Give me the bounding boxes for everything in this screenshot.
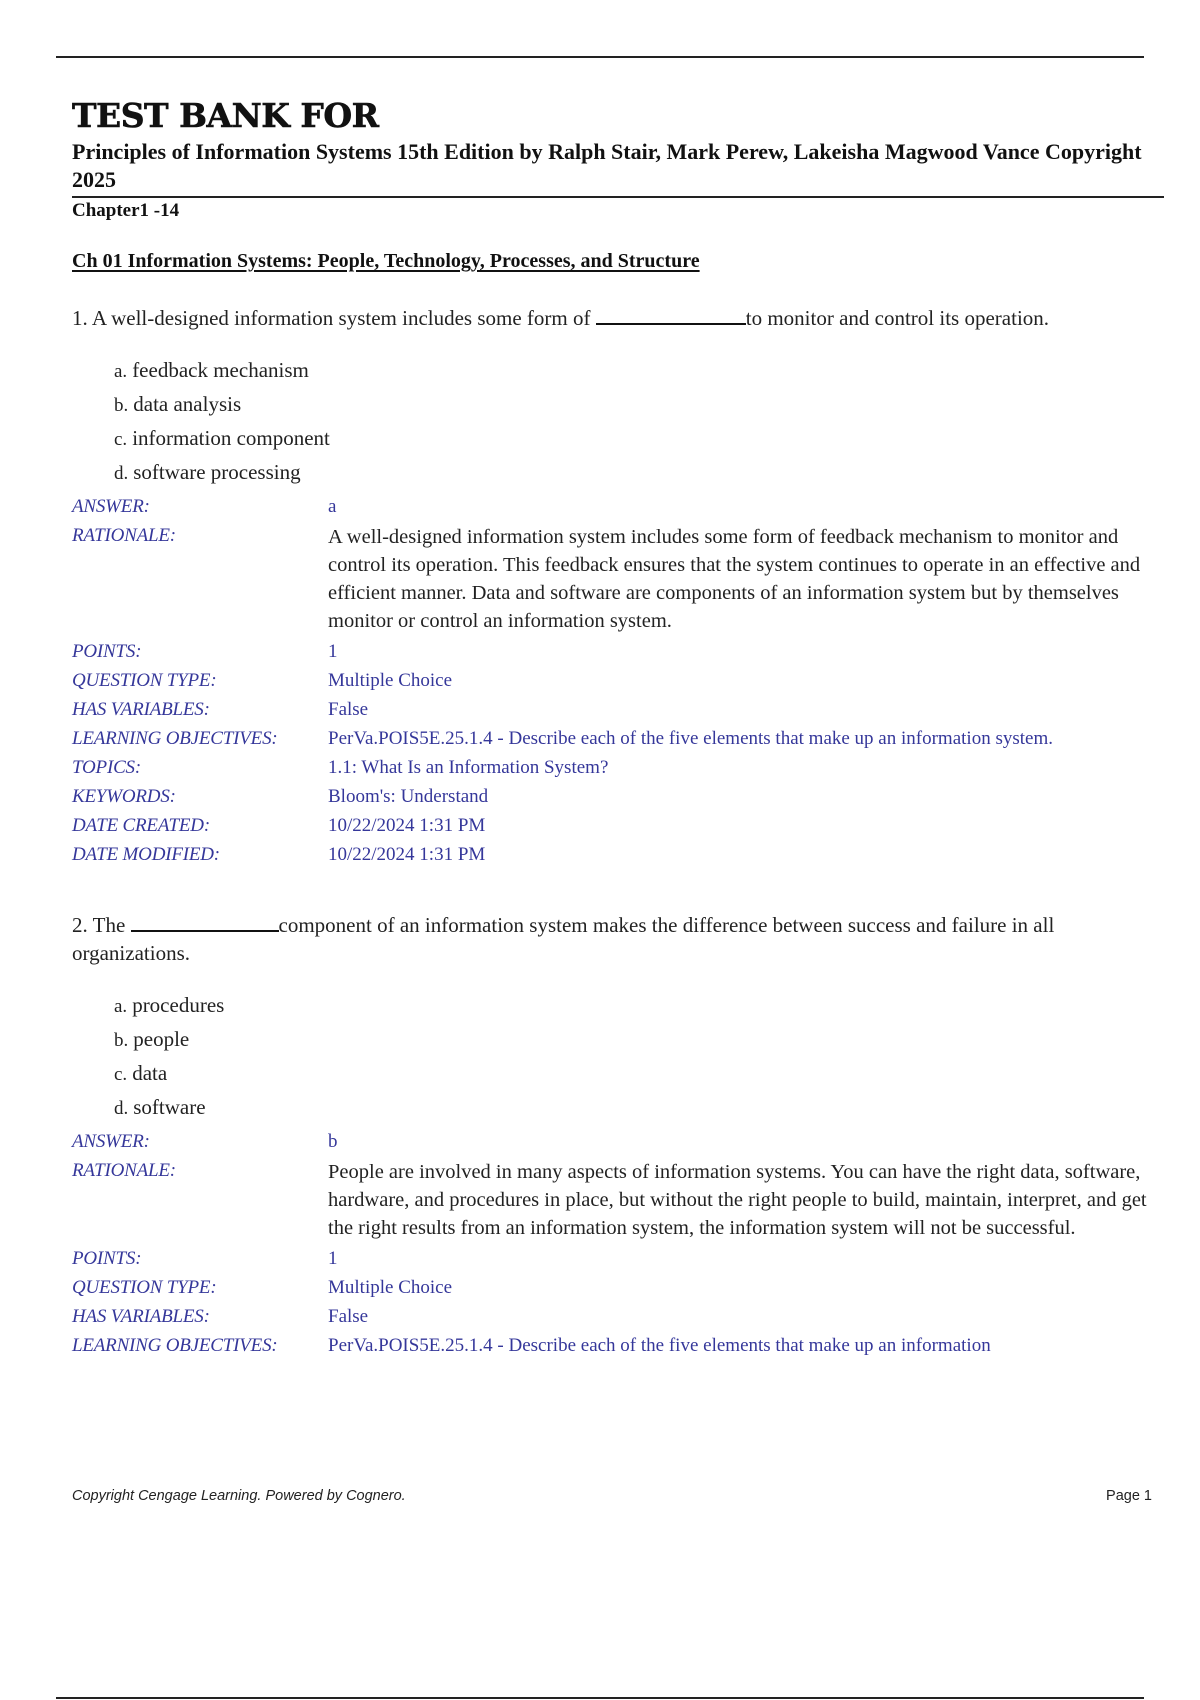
question-type-label: QUESTION TYPE: (72, 1277, 217, 1298)
question-stem (72, 911, 1152, 967)
keywords-row (72, 782, 1152, 811)
points-label: POINTS: (72, 641, 142, 662)
learning-objectives-value: PerVa.POIS5E.25.1.4 - Describe each of the five elements that make up an information system. (328, 728, 1053, 749)
date-created-row (72, 811, 1152, 840)
choice-text: data analysis (133, 392, 242, 416)
book-subtitle: Principles of Information Systems 15th Edition by Ralph Stair, Mark Perew, Lakeisha Magwood Vance Copyright 2025 (72, 139, 1142, 192)
question-type-row (72, 1273, 1152, 1302)
choice-text: data (132, 1061, 168, 1085)
question-type-value: Multiple Choice (328, 1277, 453, 1298)
has-variables-label: HAS VARIABLES: (72, 699, 210, 720)
has-variables-label: HAS VARIABLES: (72, 1306, 210, 1327)
learning-objectives-label: LEARNING OBJECTIVES: (72, 728, 278, 749)
stem-text-before: 1. A well-designed information system includes some form of (72, 306, 596, 330)
answer-label: ANSWER: (72, 1131, 150, 1152)
points-label: POINTS: (72, 1248, 142, 1269)
choice-letter: d. (114, 463, 129, 484)
bottom-rule (56, 1697, 1144, 1699)
answer-label: ANSWER: (72, 496, 150, 517)
date-modified-value: 10/22/2024 1:31 PM (328, 844, 486, 865)
has-variables-value: False (328, 699, 369, 720)
question-type-row (72, 666, 1152, 695)
has-variables-value: False (328, 1306, 369, 1327)
stem-text-before: 2. The (72, 913, 131, 937)
rationale-row (72, 521, 1152, 637)
keywords-label: KEYWORDS: (72, 786, 176, 807)
date-modified-row (72, 840, 1152, 869)
choice-letter: b. (114, 1030, 129, 1051)
learning-objectives-row (72, 1331, 1152, 1360)
choice-letter: a. (114, 361, 128, 382)
document-page (72, 96, 1152, 1360)
learning-objectives-value: PerVa.POIS5E.25.1.4 - Describe each of the five elements that make up an information (328, 1335, 991, 1356)
choice-a (114, 989, 1152, 1023)
chapter-heading: Ch 01 Information Systems: People, Technology, Processes, and Structure (72, 250, 700, 272)
keywords-value: Bloom's: Understand (328, 786, 489, 807)
choice-b (114, 1023, 1152, 1057)
choice-text: feedback mechanism (132, 358, 309, 382)
choice-letter: a. (114, 996, 128, 1017)
choice-d (114, 1091, 1152, 1125)
choice-letter: c. (114, 429, 128, 450)
choice-text: software (133, 1095, 206, 1119)
rationale-label: RATIONALE: (72, 525, 176, 546)
learning-objectives-row (72, 724, 1152, 753)
has-variables-row (72, 695, 1152, 724)
stem-text-after: component of an information system makes the difference between success and failure in all organizations. (72, 913, 1055, 965)
learning-objectives-label: LEARNING OBJECTIVES: (72, 1335, 278, 1356)
choice-c (114, 422, 1152, 456)
chapter-range: Chapter1 -14 (72, 200, 180, 221)
rationale-row (72, 1156, 1152, 1244)
choice-letter: c. (114, 1064, 128, 1085)
question-stem (72, 304, 1152, 332)
choice-text: people (133, 1027, 190, 1051)
topics-row (72, 753, 1152, 782)
answer-value: b (328, 1131, 338, 1152)
answer-value: a (328, 496, 337, 517)
choice-b (114, 388, 1152, 422)
points-row (72, 637, 1152, 666)
stem-text-after: to monitor and control its operation. (745, 306, 1050, 330)
rationale-label: RATIONALE: (72, 1160, 176, 1181)
choice-list (114, 354, 1152, 490)
question-metadata (72, 1127, 1152, 1360)
choice-letter: d. (114, 1098, 129, 1119)
top-rule (56, 56, 1144, 58)
date-created-label: DATE CREATED: (72, 815, 210, 836)
question-metadata (72, 492, 1152, 869)
page-number: Page 1 (1106, 1488, 1152, 1504)
question-type-label: QUESTION TYPE: (72, 670, 217, 691)
choice-list (114, 989, 1152, 1125)
date-modified-label: DATE MODIFIED: (72, 844, 220, 865)
rationale-value: A well-designed information system includes some form of feedback mechanism to monitor and control its operation. This feedback ensures that the system continues to operate in an effective and efficient manner. Data and software are components of an information system but by themselves monitor or control an information system. (328, 526, 1141, 632)
choice-d (114, 456, 1152, 490)
choice-text: software processing (133, 460, 301, 484)
topics-label: TOPICS: (72, 757, 141, 778)
choice-text: procedures (132, 993, 225, 1017)
choice-a (114, 354, 1152, 388)
date-created-value: 10/22/2024 1:31 PM (328, 815, 486, 836)
question-1 (72, 304, 1152, 869)
rationale-value: People are involved in many aspects of information systems. You can have the right data, software, hardware, and procedures in place, but without the right people to build, maintain, interpret, and get the right results from an information system, the information system will not be successful. (328, 1161, 1147, 1239)
fill-in-blank (596, 305, 746, 325)
footer-copyright: Copyright Cengage Learning. Powered by Cognero. (72, 1488, 406, 1504)
points-row (72, 1244, 1152, 1273)
topics-value: 1.1: What Is an Information System? (328, 757, 609, 778)
answer-row (72, 492, 1152, 521)
document-title: TEST BANK FOR (72, 96, 379, 135)
page-footer (72, 1488, 1152, 1504)
choice-letter: b. (114, 395, 129, 416)
points-value: 1 (328, 1248, 338, 1269)
question-2 (72, 911, 1152, 1360)
question-type-value: Multiple Choice (328, 670, 453, 691)
answer-row (72, 1127, 1152, 1156)
has-variables-row (72, 1302, 1152, 1331)
choice-text: information component (132, 426, 330, 450)
points-value: 1 (328, 641, 338, 662)
fill-in-blank (131, 912, 279, 932)
choice-c (114, 1057, 1152, 1091)
